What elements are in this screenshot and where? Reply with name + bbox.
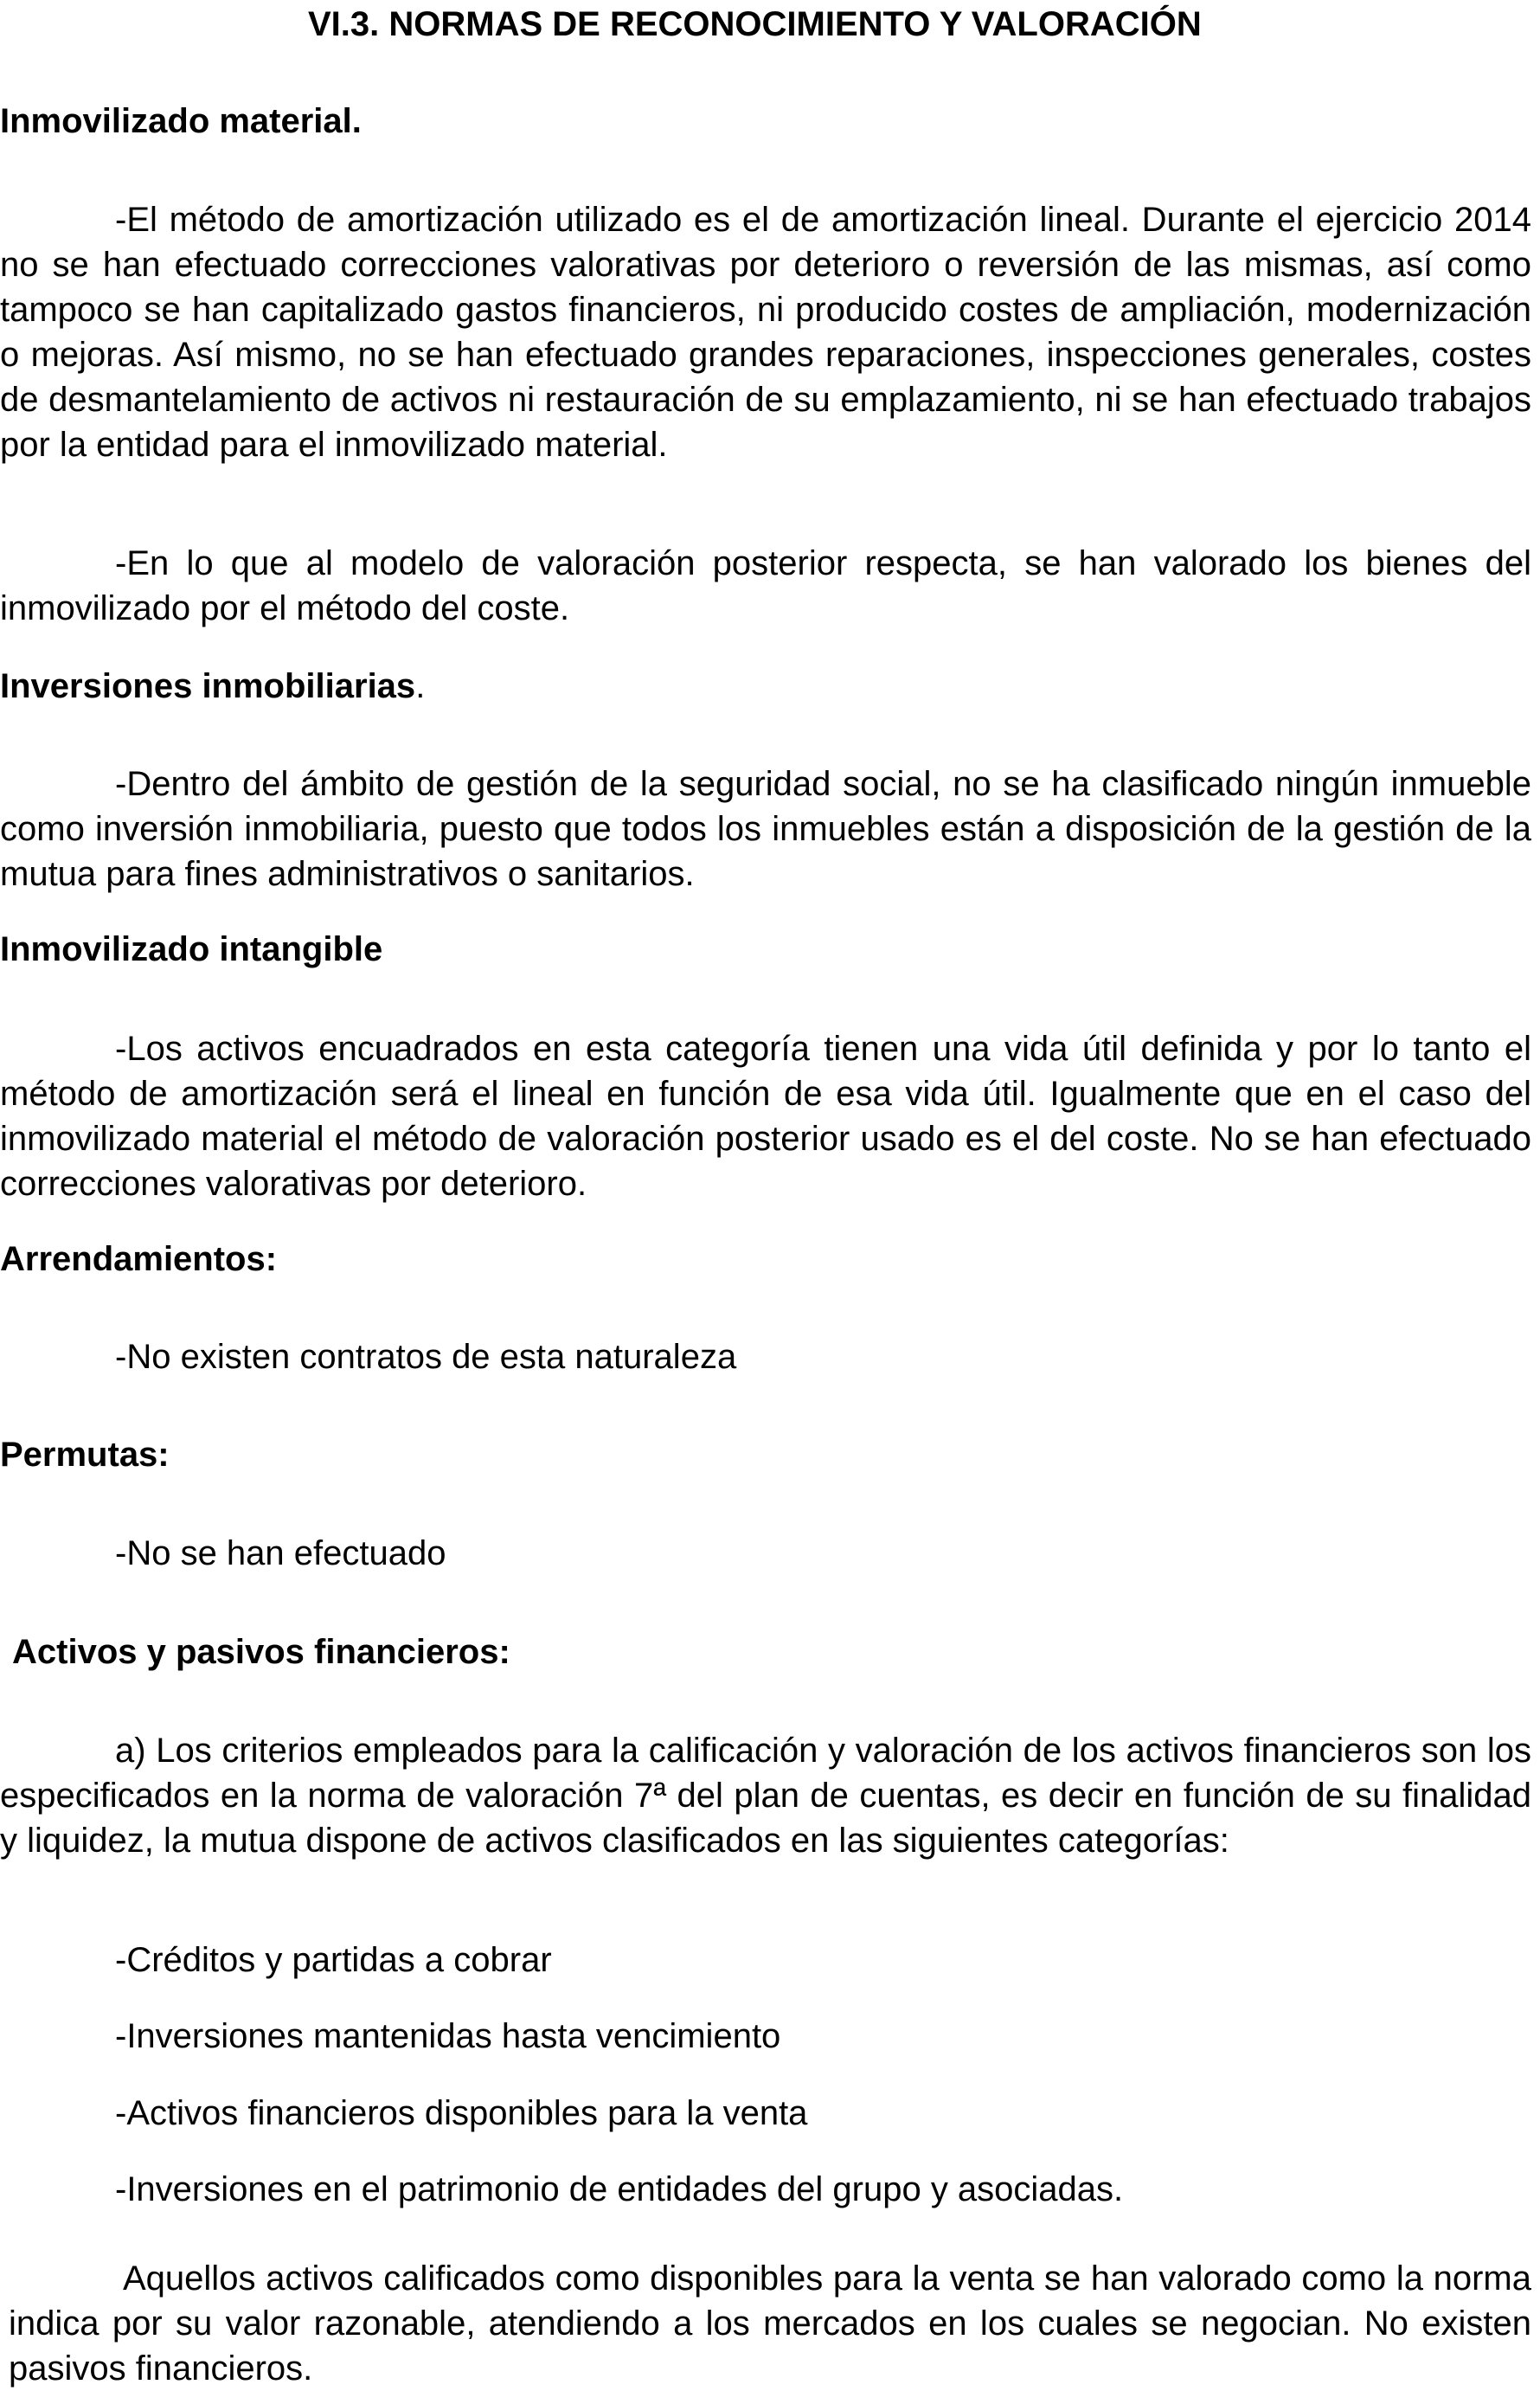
paragraph-inmovilizado-material-1: -El método de amortización utilizado es el de amortización lineal. Durante el ejercicio 2014 no se han efectuado correcciones valorativas por deterioro o reversión de las mismas, así como tampoco se han capitalizado gastos financieros, ni producido costes de ampliación, modernización o mejoras. Así mismo, no se han efectuado grandes reparaciones, inspecciones generales, costes de desmantelamiento de activos ni restauración de su emplazamiento, ni se han efectuado trabajos por la entidad para el inmovilizado material. [0, 201, 1531, 464]
page-title: VI.3. NORMAS DE RECONOCIMIENTO Y VALORACIÓN [308, 5, 1202, 43]
paragraph-inmovilizado-intangible: -Los activos encuadrados en esta categoría tienen una vida útil definida y por lo tanto el método de amortización será el lineal en función de esa vida útil. Igualmente que en el caso del inmovilizado material el método de valoración posterior usado es el del coste. No se han efectuado correcciones valorativas por deterioro. [0, 1030, 1531, 1203]
heading-inversiones-inmobiliarias [0, 664, 425, 709]
paragraph-inmovilizado-material-2: -En lo que al modelo de valoración posterior respecta, se han valorado los bienes del inmovilizado por el método del coste. [0, 544, 1531, 627]
list-item-activos-disponibles: -Activos financieros disponibles para la venta [115, 2094, 808, 2132]
heading-inmovilizado-intangible: Inmovilizado intangible [0, 930, 383, 968]
heading-activos-pasivos: Activos y pasivos financieros: [12, 1633, 510, 1671]
heading-inversiones-inmobiliarias-text: Inversiones inmobiliarias [0, 667, 416, 705]
paragraph-activos-pasivos-2: Aquellos activos calificados como disponibles para la venta se han valorado como la norma indica por su valor razonable, atendiendo a los mercados en los cuales se negocian. No existen pasivos financieros. [9, 2259, 1531, 2388]
heading-inversiones-inmobiliarias-period: . [415, 667, 426, 705]
paragraph-activos-pasivos-1: a) Los criterios empleados para la calificación y valoración de los activos financieros son los especificados en la norma de valoración 7ª del plan de cuentas, es decir en función de su finalidad y liquidez, la mutua dispone de activos clasificados en las siguientes categorías: [0, 1732, 1531, 1860]
text-arrendamientos: -No existen contratos de esta naturaleza [115, 1338, 737, 1376]
heading-inmovilizado-material: Inmovilizado material. [0, 102, 362, 140]
list-item-inversiones-vencimiento: -Inversiones mantenidas hasta vencimiento [115, 2017, 781, 2055]
paragraph-inversiones-inmobiliarias: -Dentro del ámbito de gestión de la seguridad social, no se ha clasificado ningún inmueble como inversión inmobiliaria, puesto que todos los inmuebles están a disposición de la gestión de la mutua para fines administrativos o sanitarios. [0, 765, 1531, 893]
heading-permutas: Permutas: [0, 1436, 170, 1474]
text-permutas: -No se han efectuado [115, 1534, 446, 1572]
list-item-inversiones-patrimonio: -Inversiones en el patrimonio de entidades del grupo y asociadas. [115, 2170, 1124, 2208]
list-item-creditos: -Créditos y partidas a cobrar [115, 1941, 552, 1979]
heading-arrendamientos: Arrendamientos: [0, 1240, 278, 1278]
